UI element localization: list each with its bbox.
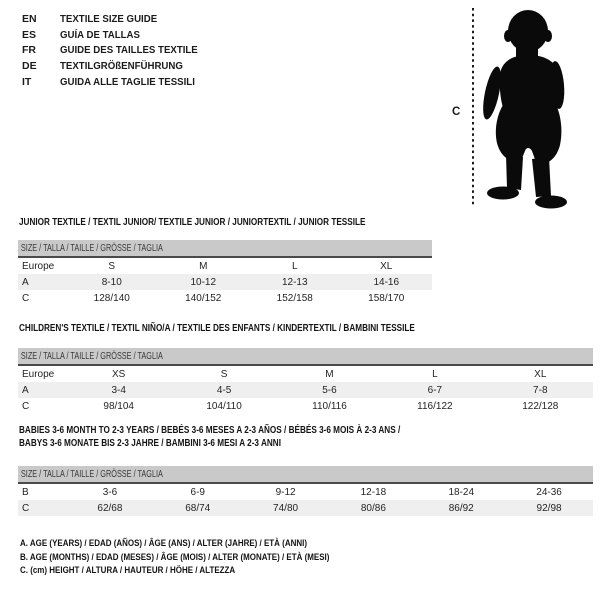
note-age-months: B. AGE (MONTHS) / EDAD (MESES) / ÂGE (MOIS) / ALTER (MONATE) / ETÀ (MESI) [20, 551, 330, 563]
size-cell: 158/170 [368, 292, 405, 304]
size-cell: 9-12 [275, 486, 296, 498]
size-cell: M [325, 368, 334, 380]
table-row [18, 258, 432, 274]
language-title: TEXTILGRÖßENFÜHRUNG [60, 59, 183, 72]
size-cell: 18-24 [448, 486, 475, 498]
size-cell: 24-36 [536, 486, 562, 498]
size-cell: S [220, 368, 228, 380]
language-title-list [22, 11, 210, 89]
size-cell: M [199, 260, 208, 272]
size-cell: 86/92 [448, 502, 474, 514]
language-code: FR [22, 44, 36, 57]
note-age-years: A. AGE (YEARS) / EDAD (AÑOS) / ÂGE (ANS) / ALTER (JAHRE) / ETÀ (ANNI) [20, 538, 307, 549]
row-label-cell: A [22, 276, 29, 288]
size-cell: 7-8 [533, 384, 548, 396]
table-row [18, 366, 593, 382]
language-code: DE [22, 59, 37, 72]
size-cell: 3-6 [102, 486, 118, 498]
size-cell: 140/152 [185, 292, 222, 304]
size-cell: 74/80 [273, 502, 299, 514]
size-cell: 4-5 [216, 384, 232, 396]
size-cell: XS [112, 368, 126, 380]
language-row-es [22, 27, 210, 43]
row-label-cell: A [22, 384, 29, 396]
size-cell: 5-6 [322, 384, 337, 396]
row-label-cell: Europe [22, 260, 55, 272]
size-cell: 98/104 [103, 400, 134, 412]
size-cell: 110/116 [312, 400, 347, 412]
size-cell: 3-4 [111, 384, 126, 396]
size-cell: 116/122 [417, 400, 453, 412]
size-cell: L [291, 260, 298, 272]
language-title: GUIDE DES TAILLES TEXTILE [60, 44, 198, 57]
children-size-table [18, 348, 593, 414]
size-cell: 12-18 [360, 486, 387, 498]
language-title: GUIDA ALLE TAGLIE TESSILI [60, 75, 195, 88]
language-code: ES [22, 28, 37, 41]
size-cell: 122/128 [522, 400, 559, 412]
size-cell: XL [380, 260, 393, 272]
language-title: GUÍA DE TALLAS [60, 28, 140, 41]
table-row [18, 382, 593, 398]
size-header-bar [18, 466, 593, 484]
legend-notes [20, 537, 388, 578]
table-row [18, 398, 593, 414]
row-label-cell: C [22, 292, 30, 304]
size-cell: 14-16 [373, 276, 400, 288]
table-row [18, 500, 593, 516]
size-cell: 6-9 [190, 486, 205, 498]
junior-section-title: JUNIOR TEXTILE / TEXTIL JUNIOR/ TEXTILE JUNIOR / JUNIORTEXTIL / JUNIOR TESSILE [19, 216, 366, 228]
language-code: EN [22, 12, 37, 25]
size-cell: 6-7 [427, 384, 443, 396]
row-label-cell: B [22, 486, 29, 498]
size-cell: 12-13 [281, 276, 308, 288]
language-row-de [22, 58, 210, 74]
size-cell: XL [534, 368, 547, 380]
size-cell: 68/74 [185, 502, 211, 514]
height-measure-label: C [452, 106, 461, 118]
size-cell: 10-12 [190, 276, 217, 288]
babies-size-table [18, 466, 593, 516]
language-row-it [22, 74, 210, 90]
baby-silhouette-icon [470, 5, 600, 217]
size-header-text: SIZE / TALLA / TAILLE / GRÖSSE / TAGLIA [20, 350, 163, 362]
size-cell: 128/140 [93, 292, 130, 304]
table-row [18, 484, 593, 500]
table-row [18, 274, 432, 290]
babies-section-title-line2: BABYS 3-6 MONATE BIS 2-3 JAHRE / BAMBINI 3-6 MESI A 2-3 ANNI [19, 437, 281, 449]
size-cell: 92/98 [536, 502, 562, 514]
row-label-cell: C [22, 400, 30, 412]
language-row-en [22, 11, 210, 27]
size-header-text: SIZE / TALLA / TAILLE / GRÖSSE / TAGLIA [20, 468, 163, 480]
size-header-bar [18, 348, 593, 366]
size-cell: L [432, 368, 438, 380]
size-cell: S [108, 260, 116, 272]
junior-size-table [18, 240, 432, 306]
language-row-fr [22, 42, 210, 58]
note-height-cm: C. (cm) HEIGHT / ALTURA / HAUTEUR / HÖHE / ALTEZZA [20, 565, 236, 577]
babies-section-title-line1: BABIES 3-6 MONTH TO 2-3 YEARS / BEBÉS 3-6 MESES A 2-3 AÑOS / BÉBÉS 3-6 MOIS À 2-3 ANS / [19, 424, 401, 436]
size-cell: 104/110 [206, 400, 242, 412]
row-label-cell: C [22, 502, 30, 514]
size-cell: 80/86 [360, 502, 386, 514]
language-code: IT [22, 75, 32, 88]
row-label-cell: Europe [22, 368, 55, 380]
size-cell: 8-10 [101, 276, 122, 288]
size-cell: 62/68 [97, 502, 123, 514]
size-header-bar [18, 240, 432, 258]
children-section-title: CHILDREN'S TEXTILE / TEXTIL NIÑO/A / TEXTILE DES ENFANTS / KINDERTEXTIL / BAMBINI TESSILE [19, 322, 415, 334]
table-row [18, 290, 432, 306]
size-header-text: SIZE / TALLA / TAILLE / GRÖSSE / TAGLIA [20, 242, 163, 254]
size-cell: 152/158 [276, 292, 313, 304]
language-title: TEXTILE SIZE GUIDE [60, 12, 158, 25]
